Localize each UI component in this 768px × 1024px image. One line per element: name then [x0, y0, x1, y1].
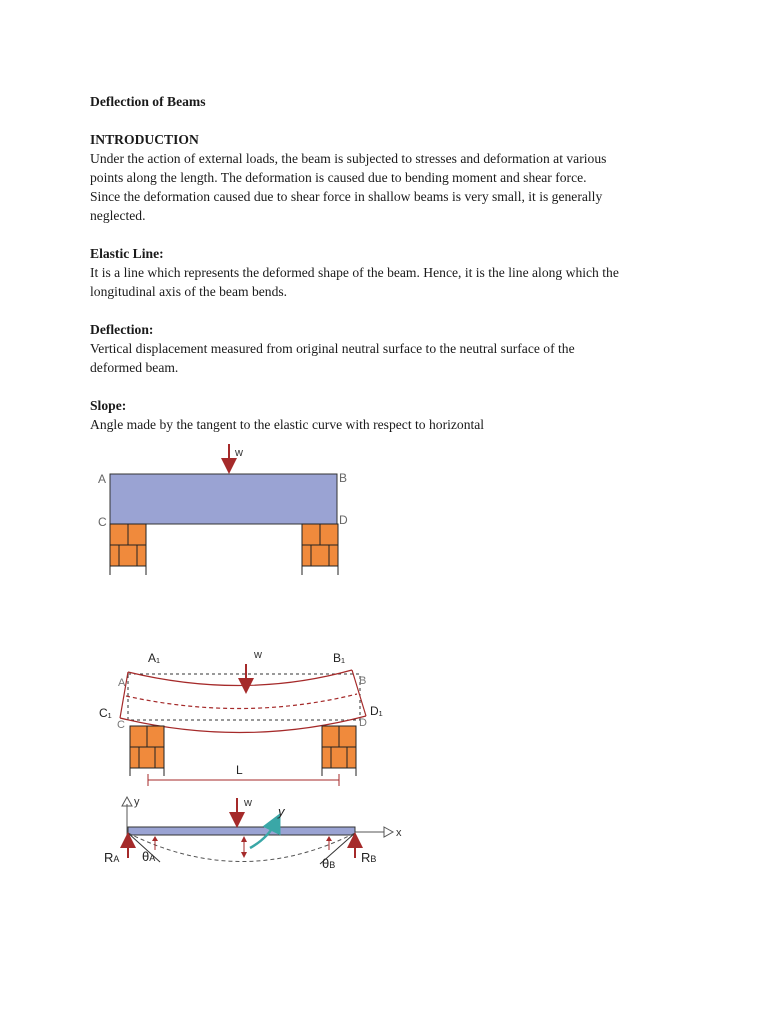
section-heading-introduction: INTRODUCTION: [90, 132, 199, 147]
deflection-text: deformed beam.: [90, 360, 179, 375]
figure-beam-model: [104, 796, 402, 871]
original-beam-outline: [128, 674, 360, 720]
x-axis-arrowhead: [384, 827, 393, 837]
deflection-text: Vertical displacement measured from original neutral surface to the neutral surface of the: [90, 341, 575, 356]
beam: [110, 474, 337, 524]
right-brick-support: [302, 524, 338, 575]
corner-label-b: B: [339, 471, 348, 485]
span-label: L: [236, 763, 243, 777]
deflection-label: y: [278, 804, 285, 819]
section-heading-elastic-line: Elastic Line:: [90, 246, 164, 261]
beam: [128, 827, 355, 835]
reaction-label-a: RA: [104, 850, 120, 865]
intro-line: Under the action of external loads, the beam is subjected to stresses and deformation at various: [90, 151, 607, 166]
elastic-line-text: longitudinal axis of the beam bends.: [90, 284, 288, 299]
label-b: B: [359, 675, 367, 687]
y-axis-label: y: [134, 796, 140, 808]
label-b1: B₁: [333, 651, 346, 665]
load-label: w: [254, 649, 262, 661]
section-heading-deflection: Deflection:: [90, 322, 154, 337]
label-d1: D₁: [370, 704, 383, 718]
intro-line: points along the length. The deformation is caused due to bending moment and shear force.: [90, 170, 587, 185]
corner-label-d: D: [339, 513, 348, 527]
left-brick-support: [110, 524, 146, 575]
slope-label-a: θA: [142, 849, 156, 864]
elastic-curve: [128, 833, 355, 862]
corner-label-c: C: [98, 515, 107, 529]
load-label: w: [235, 447, 243, 459]
elastic-line-text: It is a line which represents the deformed shape of the beam. Hence, it is the line along which the: [90, 265, 619, 280]
intro-line: neglected.: [90, 208, 146, 223]
label-a1: A₁: [148, 651, 161, 665]
slope-label-b: θB: [322, 856, 336, 871]
label-d: D: [359, 717, 367, 729]
deformed-neutral-surface: [126, 694, 357, 709]
x-axis-label: x: [396, 827, 402, 839]
label-c1: C₁: [99, 706, 112, 720]
right-brick-support: [322, 726, 356, 776]
deformed-top-surface: [128, 670, 352, 686]
label-c: C: [117, 719, 125, 731]
figure-undeformed-beam: [98, 444, 348, 575]
label-a: A: [118, 677, 126, 689]
section-heading-slope: Slope:: [90, 398, 127, 413]
left-brick-support: [130, 726, 164, 776]
intro-line: Since the deformation caused due to shear force in shallow beams is very small, it is generally: [90, 189, 603, 204]
reaction-label-b: RB: [361, 850, 377, 865]
document-title: Deflection of Beams: [90, 94, 206, 109]
figure-deformed-beam: [99, 649, 383, 786]
slope-text: Angle made by the tangent to the elastic curve with respect to horizontal: [90, 417, 485, 432]
corner-label-a: A: [98, 472, 107, 486]
load-label: w: [244, 797, 252, 809]
